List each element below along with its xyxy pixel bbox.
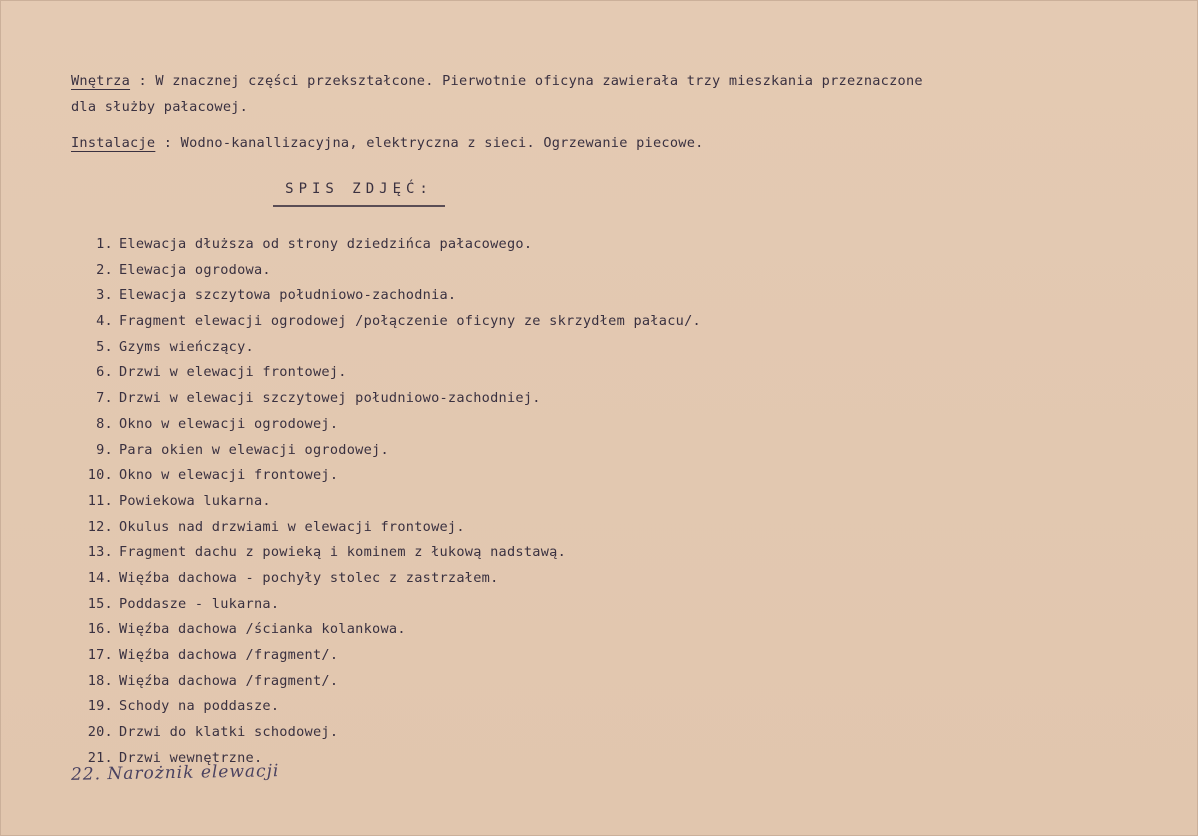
interiors-label: Wnętrza: [71, 73, 131, 89]
installations-paragraph: [71, 130, 1131, 156]
list-item-number: 16.: [87, 621, 113, 638]
list-item-number: 9.: [96, 441, 113, 458]
list-item-text: Okulus nad drzwiami w elewacji frontowej.: [119, 518, 465, 535]
list-item: [71, 566, 701, 592]
list-item-text: Schody na poddasze.: [119, 698, 280, 715]
list-item: [71, 309, 701, 335]
list-item: [71, 617, 701, 643]
interiors-text-line2: dla służby pałacowej.: [71, 99, 249, 115]
list-item: [71, 643, 701, 669]
installations-label: Instalacje: [71, 135, 156, 151]
list-item-number: 18.: [87, 672, 113, 689]
list-item-text: Więźba dachowa /fragment/.: [119, 672, 339, 689]
list-item: [71, 335, 701, 361]
list-item-text: Elewacja dłuższa od strony dziedzińca pałacowego.: [119, 236, 533, 252]
list-item-number: 20.: [87, 724, 113, 741]
interiors-text: : W znacznej części przekształcone. Pierwotnie oficyna zawierała trzy mieszkania przeznaczone: [130, 73, 923, 89]
list-item-number: 12.: [87, 518, 113, 535]
list-item-text: Fragment dachu z powieką i kominem z łukową nadstawą.: [119, 544, 567, 561]
list-item-number: 6.: [96, 364, 113, 381]
handwritten-item: 22. Narożnik elewacji: [70, 761, 280, 785]
list-item-number: 14.: [87, 569, 113, 586]
photo-list-title: SPIS ZDJĘĆ:: [273, 181, 445, 207]
list-item-text: Para okien w elewacji ogrodowej.: [119, 441, 389, 458]
list-item-number: 4.: [96, 313, 113, 330]
list-item-number: 19.: [87, 698, 113, 715]
list-item-text: Powiekowa lukarna.: [119, 492, 271, 509]
list-item-text: Więźba dachowa /fragment/.: [119, 647, 339, 663]
list-item-number: 11.: [87, 492, 113, 509]
list-item: [71, 669, 701, 695]
list-item: [71, 283, 701, 309]
list-item: [71, 463, 701, 489]
list-item-number: 7.: [96, 390, 113, 407]
list-item: [71, 720, 701, 746]
installations-text: : Wodno-kanallizacyjna, elektryczna z sieci. Ogrzewanie piecowe.: [155, 135, 704, 151]
list-item: [71, 515, 701, 541]
list-item: [71, 694, 701, 720]
list-item-number: 10.: [87, 467, 113, 484]
list-item-text: Elewacja ogrodowa.: [119, 261, 271, 278]
list-item-number: 1.: [96, 236, 113, 252]
list-item-text: Więźba dachowa /ścianka kolankowa.: [119, 621, 406, 638]
list-item: [71, 438, 701, 464]
list-item-number: 15.: [87, 595, 113, 612]
list-item: [71, 258, 701, 284]
list-item: [71, 592, 701, 618]
list-item-number: 2.: [96, 261, 113, 278]
list-item-number: 17.: [87, 647, 113, 663]
list-item-number: 13.: [87, 544, 113, 561]
list-item-text: Więźba dachowa - pochyły stolec z zastrzałem.: [119, 569, 499, 586]
list-item: [71, 489, 701, 515]
list-item-text: Okno w elewacji frontowej.: [119, 467, 339, 484]
list-item: [71, 540, 701, 566]
list-item-number: 5.: [96, 338, 113, 355]
list-item: [71, 412, 701, 438]
list-item-text: Drzwi do klatki schodowej.: [119, 724, 339, 741]
list-item-text: Poddasze - lukarna.: [119, 595, 280, 612]
list-item-text: Elewacja szczytowa południowo-zachodnia.: [119, 287, 457, 304]
list-item-text: Drzwi w elewacji szczytowej południowo-zachodniej.: [119, 390, 541, 407]
list-item-number: 3.: [96, 287, 113, 304]
interiors-paragraph: [71, 68, 1131, 120]
list-item: [71, 360, 701, 386]
list-item-number: 21.: [87, 749, 113, 766]
list-item-text: Gzyms wieńczący.: [119, 338, 254, 355]
list-item-number: 8.: [96, 415, 113, 432]
list-item: [71, 386, 701, 412]
list-item-text: Drzwi w elewacji frontowej.: [119, 364, 347, 381]
list-item-text: Drzwi wewnętrzne.: [119, 749, 263, 766]
list-item-text: Okno w elewacji ogrodowej.: [119, 415, 339, 432]
photo-list: [71, 232, 701, 771]
list-item: [71, 232, 701, 258]
list-item-text: Fragment elewacji ogrodowej /połączenie oficyny ze skrzydłem pałacu/.: [119, 313, 701, 330]
